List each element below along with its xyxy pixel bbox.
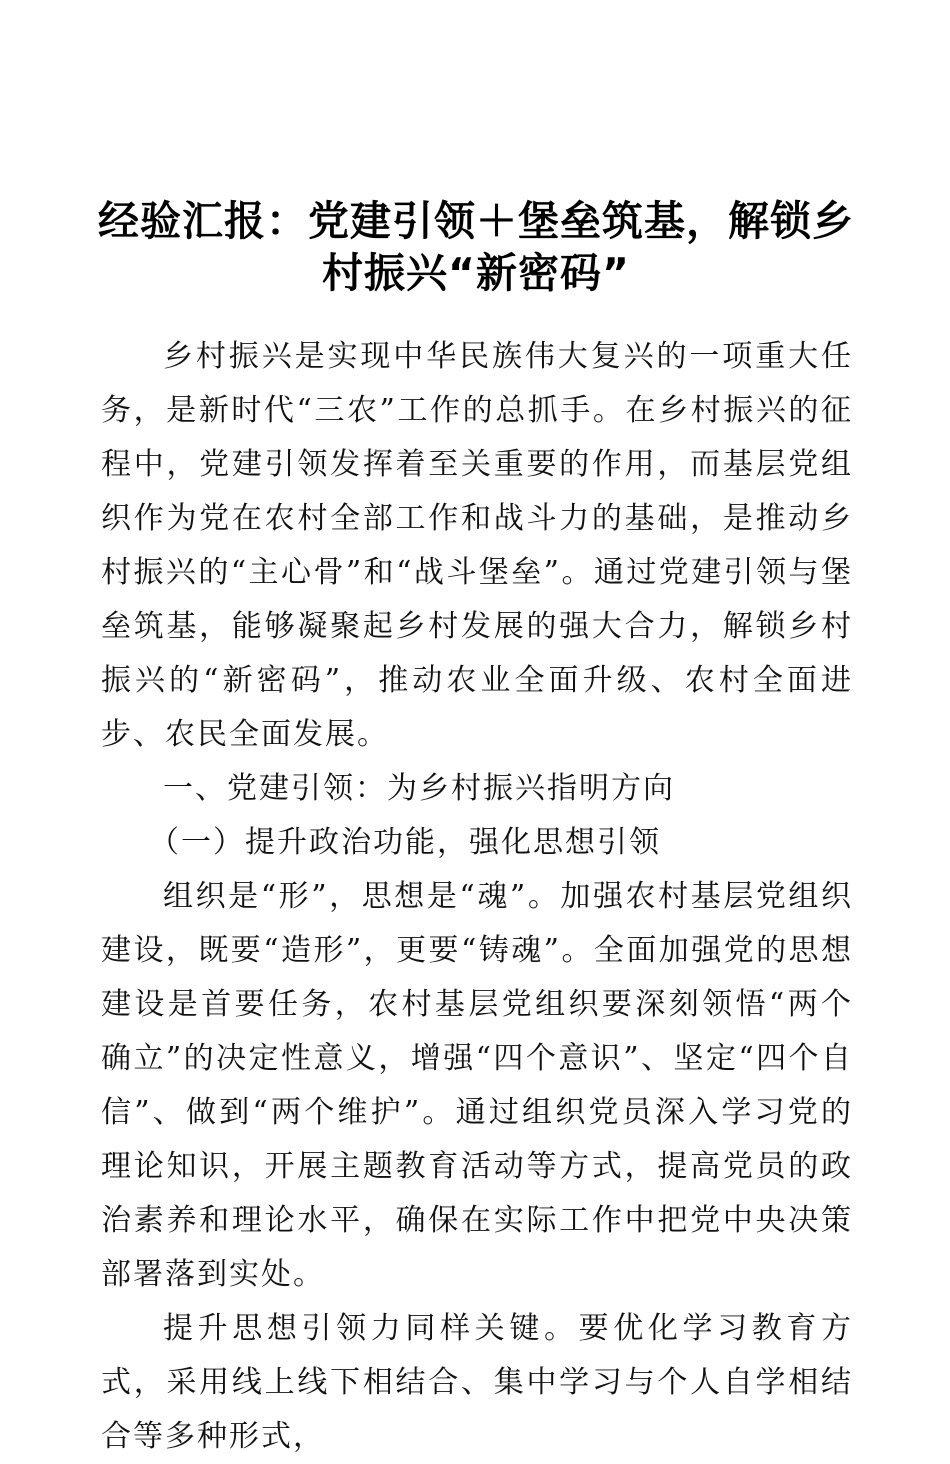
title-line-2: 村振兴“新密码” (322, 249, 630, 298)
paragraph-2: 组织是“形”，思想是“魂”。加强农村基层党组织建设，既要“造形”，更要“铸魂”。全面加强党的思想建设是首要任务，农村基层党组织要深刻领悟“两个确立”的决定性意义，增强“四个意识”、坚定“四个自信”、做到“两个维护”。通过组织党员深入学习党的理论知识，开展主题教育活动等方式，提高党员的政治素养和理论水平，确保在实际工作中把党中央决策部署落到实处。 (101, 879, 853, 1292)
document-title (96, 195, 856, 299)
section-1-heading: 一、党建引领：为乡村振兴指明方向 (163, 771, 675, 806)
document-body (101, 330, 853, 1464)
paragraph-3: 提升思想引领力同样关键。要优化学习教育方式，采用线上线下相结合、集中学习与个人自学相结合等多种形式， (101, 1311, 853, 1454)
section-1-1-heading: （一）提升政治功能，强化思想引领 (149, 825, 661, 860)
intro-paragraph: 乡村振兴是实现中华民族伟大复兴的一项重大任务，是新时代“三农”工作的总抓手。在乡村振兴的征程中，党建引领发挥着至关重要的作用，而基层党组织作为党在农村全部工作和战斗力的基础，是推动乡村振兴的“主心骨”和“战斗堡垒”。通过党建引领与堡垒筑基，能够凝聚起乡村发展的强大合力，解锁乡村振兴的“新密码”，推动农业全面升级、农村全面进步、农民全面发展。 (101, 339, 853, 752)
title-line-1: 经验汇报：党建引领＋堡垒筑基，解锁乡 (98, 197, 854, 246)
